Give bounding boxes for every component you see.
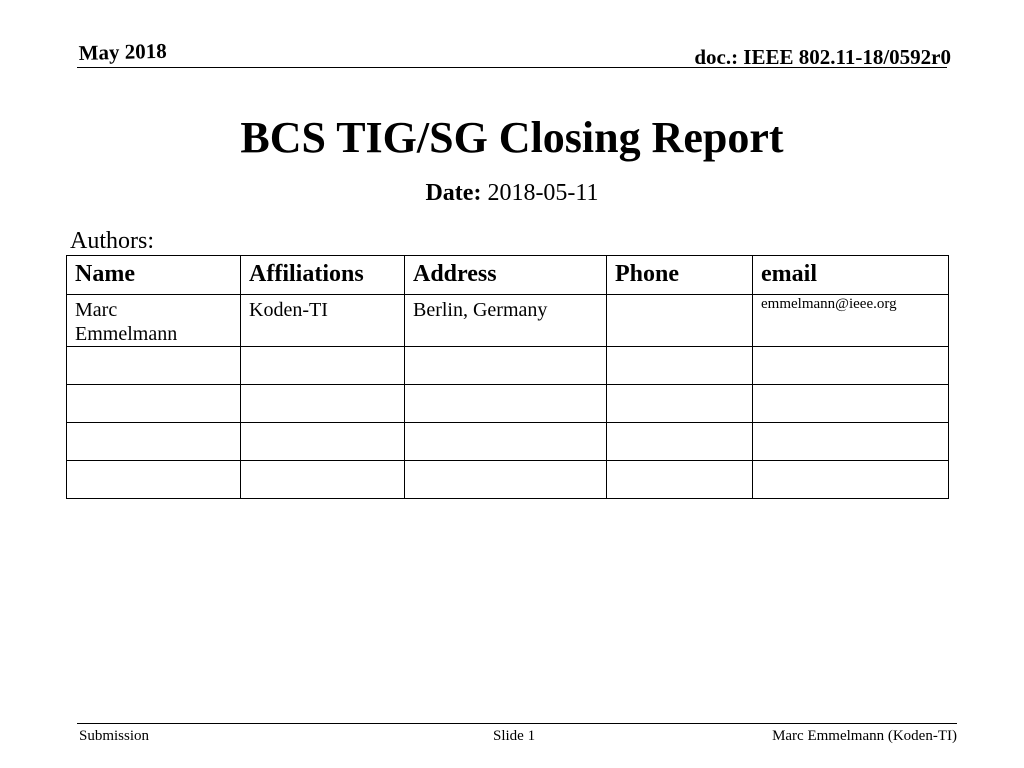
authors-label: Authors:: [70, 228, 154, 254]
table-cell: [753, 423, 949, 461]
header-date: May 2018: [78, 38, 168, 66]
author-email-cell: emmelmann@ieee.org: [753, 295, 949, 347]
table-cell: [405, 423, 607, 461]
table-row: [67, 385, 949, 423]
authors-table: [66, 255, 949, 499]
table-row: [67, 295, 949, 347]
header-divider: [77, 67, 947, 68]
date-label: Date:: [425, 180, 482, 206]
table-cell: [405, 385, 607, 423]
table-cell: [753, 385, 949, 423]
table-cell: [241, 423, 405, 461]
table-cell: [67, 461, 241, 499]
table-cell: [241, 347, 405, 385]
table-row: [67, 423, 949, 461]
table-cell: [241, 385, 405, 423]
column-header-email: email: [753, 256, 949, 295]
column-header-phone: Phone: [607, 256, 753, 295]
table-cell: [607, 347, 753, 385]
column-header-name: Name: [67, 256, 241, 295]
table-cell: [607, 461, 753, 499]
date-value: 2018-05-11: [487, 180, 599, 206]
author-phone-cell: [607, 295, 753, 347]
footer-divider: [77, 723, 957, 724]
table-cell: [607, 385, 753, 423]
table-cell: [405, 347, 607, 385]
author-name-line1: Marc: [75, 299, 118, 321]
author-affiliation-cell: Koden-TI: [241, 295, 405, 347]
author-address-cell: Berlin, Germany: [405, 295, 607, 347]
table-cell: [241, 461, 405, 499]
footer-slide-number: Slide 1: [493, 728, 536, 744]
table-row: [67, 461, 949, 499]
table-cell: [607, 423, 753, 461]
column-header-affiliations: Affiliations: [241, 256, 405, 295]
table-cell: [405, 461, 607, 499]
table-cell: [67, 347, 241, 385]
table-cell: [67, 423, 241, 461]
column-header-address: Address: [405, 256, 607, 295]
footer-submission: Submission: [79, 728, 150, 744]
header-doc-id: doc.: IEEE 802.11-18/0592r0: [694, 45, 951, 69]
footer-author: Marc Emmelmann (Koden-TI): [772, 728, 957, 744]
slide-title: BCS TIG/SG Closing Report: [240, 113, 784, 162]
author-name-cell: [67, 295, 241, 347]
table-row: [67, 347, 949, 385]
table-header-row: [67, 256, 949, 295]
table-cell: [67, 385, 241, 423]
table-cell: [753, 461, 949, 499]
table-cell: [753, 347, 949, 385]
author-name-line2: Emmelmann: [75, 323, 178, 345]
date-line: [0, 180, 1024, 207]
